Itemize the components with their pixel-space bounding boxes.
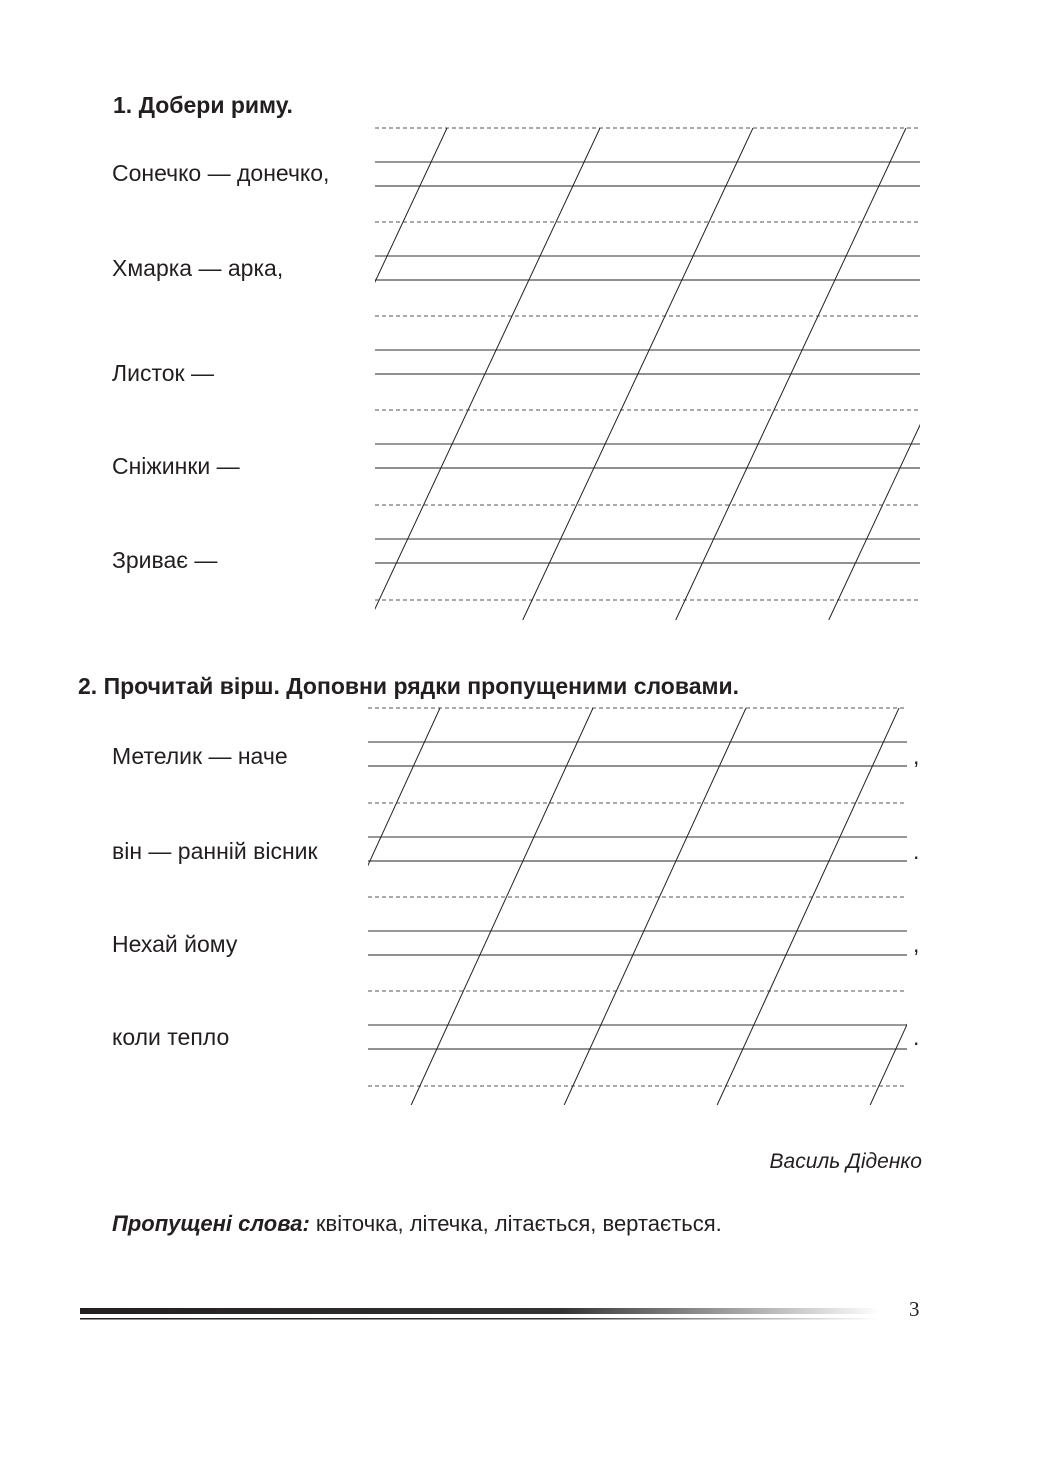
rhyme-prompt: Сніжинки — [112,453,240,479]
slant-guide-line [982,128,1040,620]
word-bank-label: Пропущені слова: [112,1211,310,1236]
rhyme-prompt: Хмарка — арка, [112,255,284,281]
answer-grid-2[interactable] [105,708,1040,1105]
poem-author: Василь Діденко [769,1150,922,1173]
footer-rule [80,1308,880,1314]
rhyme-prompt: Зриває — [112,547,218,573]
word-bank-words: квіточка, літечка, літається, вертається. [315,1211,722,1236]
slant-guide-line [564,708,746,1105]
poem-punct: . [913,838,920,864]
slant-guide-line [258,708,440,1105]
answer-grid-1[interactable] [64,128,1040,620]
slant-guide-line [64,128,294,620]
footer-rule [80,1318,880,1320]
rhyme-prompt: Сонечко — донечко, [112,160,330,186]
poem-line: Нехай йому [112,931,238,957]
exercise-2-title: 2. Прочитай вірш. Доповни рядки пропущеними словами. [78,673,740,699]
poem-line: коли тепло [112,1024,230,1050]
slant-guide-line [411,708,593,1105]
poem-punct: , [913,931,920,957]
rhyme-prompt: Листок — [112,360,214,386]
slant-guide-line [717,708,899,1105]
exercise-1-title: 1. Добери риму. [113,92,293,118]
page-number: 3 [909,1297,920,1321]
slant-guide-line [1023,708,1040,1105]
slant-guide-line [105,708,287,1105]
poem-punct: , [913,743,920,769]
poem-line: він — ранній вісник [112,838,318,864]
poem-line: Метелик — наче [112,743,288,769]
poem-punct: . [913,1024,920,1050]
slant-guide-line [870,708,1040,1105]
